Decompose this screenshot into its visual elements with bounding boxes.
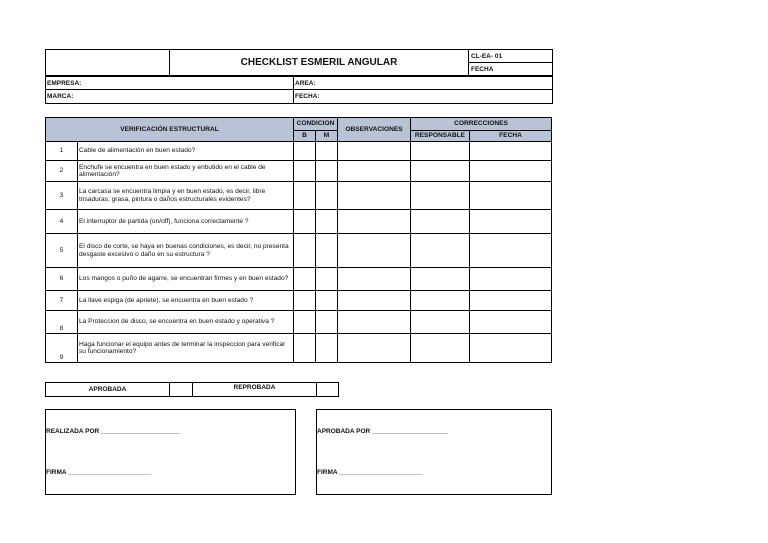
table-row <box>46 210 552 234</box>
aprobada-por-field[interactable]: APROBADA POR _____________________ <box>317 428 448 435</box>
aprobada-label: APROBADA <box>45 382 170 397</box>
row-text: Cable de alimentación en buen estado? <box>78 142 294 161</box>
cell-b[interactable] <box>294 161 316 182</box>
cell-m[interactable] <box>316 268 338 291</box>
col-observaciones-header: OBSERVACIONES <box>338 118 411 142</box>
row-number: 2 <box>46 161 78 182</box>
cell-m[interactable] <box>316 210 338 234</box>
table-row <box>46 142 552 161</box>
realizada-por-field[interactable]: REALIZADA POR ______________________ <box>46 428 181 435</box>
row-text: La llave espiga (de apriete), se encuentra en buen estado ? <box>78 291 294 311</box>
cell-fecha[interactable] <box>470 142 552 161</box>
cell-b[interactable] <box>294 291 316 311</box>
checklist-table <box>45 117 552 363</box>
col-correcciones-header: CORRECCIONES <box>411 118 552 131</box>
col-m-header: M <box>316 131 338 142</box>
row-text: El interruptor de partida (on/off), funciona correctamente ? <box>78 210 294 234</box>
cell-m[interactable] <box>316 291 338 311</box>
cell-responsable[interactable] <box>411 142 470 161</box>
col-b-header: B <box>294 131 316 142</box>
aprobada-checkbox[interactable] <box>169 382 193 397</box>
cell-m[interactable] <box>316 182 338 210</box>
row-text: La carcasa se encuentra limpia y en buen estado, es decir, libre trisaduras, grasa, pintura o daños estructurales evidentes? <box>78 182 294 210</box>
cell-observaciones[interactable] <box>338 291 411 311</box>
col-responsable-header: RESPONSABLE <box>411 131 470 142</box>
cell-responsable[interactable] <box>411 210 470 234</box>
table-row <box>46 311 552 334</box>
cell-responsable[interactable] <box>411 291 470 311</box>
area-field: AREA: <box>293 76 553 90</box>
cell-fecha[interactable] <box>470 311 552 334</box>
cell-b[interactable] <box>294 311 316 334</box>
cell-responsable[interactable] <box>411 334 470 363</box>
table-row <box>46 291 552 311</box>
cell-b[interactable] <box>294 234 316 268</box>
cell-m[interactable] <box>316 311 338 334</box>
reprobada-checkbox[interactable] <box>316 382 339 397</box>
col-verificacion-header: VERIFICACIÓN ESTRUCTURAL <box>46 118 294 142</box>
cell-fecha[interactable] <box>470 182 552 210</box>
row-text: El disco de corte, se haya en buenas condiciones, es decir, no presenta desgaste excesivo o daño en su estructura ? <box>78 234 294 268</box>
cell-responsable[interactable] <box>411 161 470 182</box>
document-title: CHECKLIST ESMERIL ANGULAR <box>169 49 469 76</box>
cell-b[interactable] <box>294 182 316 210</box>
signature-box-right <box>316 409 552 495</box>
row-number: 6 <box>46 268 78 291</box>
row-number: 5 <box>46 234 78 268</box>
cell-fecha[interactable] <box>470 291 552 311</box>
cell-observaciones[interactable] <box>338 182 411 210</box>
firma-left-field[interactable]: FIRMA _______________________ <box>46 469 152 476</box>
document-code: CL-EA- 01 <box>468 49 553 63</box>
table-row <box>46 161 552 182</box>
col-condicion-header: CONDICION <box>294 118 338 131</box>
row-text: Enchufe se encuentra en buen estado y enbutido en el cable de alimentación? <box>78 161 294 182</box>
cell-observaciones[interactable] <box>338 311 411 334</box>
header-logo-cell <box>45 49 170 76</box>
col-fecha-header: FECHA <box>470 131 552 142</box>
cell-fecha[interactable] <box>470 234 552 268</box>
header-fecha-label: FECHA <box>468 62 553 76</box>
cell-responsable[interactable] <box>411 182 470 210</box>
row-number: 4 <box>46 210 78 234</box>
row-number: 9 <box>46 334 78 363</box>
marca-field: MARCA: <box>45 89 294 104</box>
cell-fecha[interactable] <box>470 161 552 182</box>
table-row <box>46 334 552 363</box>
cell-b[interactable] <box>294 142 316 161</box>
cell-observaciones[interactable] <box>338 268 411 291</box>
row-text: La Proteccion de disco, se encuentra en buen estado y operativa ? <box>78 311 294 334</box>
cell-m[interactable] <box>316 234 338 268</box>
cell-observaciones[interactable] <box>338 161 411 182</box>
cell-b[interactable] <box>294 268 316 291</box>
cell-observaciones[interactable] <box>338 210 411 234</box>
cell-observaciones[interactable] <box>338 142 411 161</box>
row-number: 3 <box>46 182 78 210</box>
cell-observaciones[interactable] <box>338 334 411 363</box>
cell-observaciones[interactable] <box>338 234 411 268</box>
cell-responsable[interactable] <box>411 268 470 291</box>
cell-responsable[interactable] <box>411 311 470 334</box>
empresa-field: EMPRESA: <box>45 76 294 90</box>
cell-responsable[interactable] <box>411 234 470 268</box>
row-text: Haga funcionar el equipo antes de terminar la inspeccion para verificar su funcionamiento? <box>78 334 294 363</box>
row-number: 1 <box>46 142 78 161</box>
cell-m[interactable] <box>316 161 338 182</box>
signature-box-left <box>45 409 296 495</box>
fecha-field: FECHA: <box>293 89 553 104</box>
cell-b[interactable] <box>294 210 316 234</box>
table-row <box>46 234 552 268</box>
table-row <box>46 268 552 291</box>
reprobada-label: REPROBADA <box>192 382 317 397</box>
cell-m[interactable] <box>316 142 338 161</box>
row-text: Los mangos o puño de agarre, se encuentran firmes y en buen estado? <box>78 268 294 291</box>
cell-fecha[interactable] <box>470 268 552 291</box>
row-number: 8 <box>46 311 78 334</box>
row-number: 7 <box>46 291 78 311</box>
firma-right-field[interactable]: FIRMA _______________________ <box>317 469 423 476</box>
table-row <box>46 182 552 210</box>
cell-fecha[interactable] <box>470 334 552 363</box>
cell-m[interactable] <box>316 334 338 363</box>
cell-fecha[interactable] <box>470 210 552 234</box>
cell-b[interactable] <box>294 334 316 363</box>
